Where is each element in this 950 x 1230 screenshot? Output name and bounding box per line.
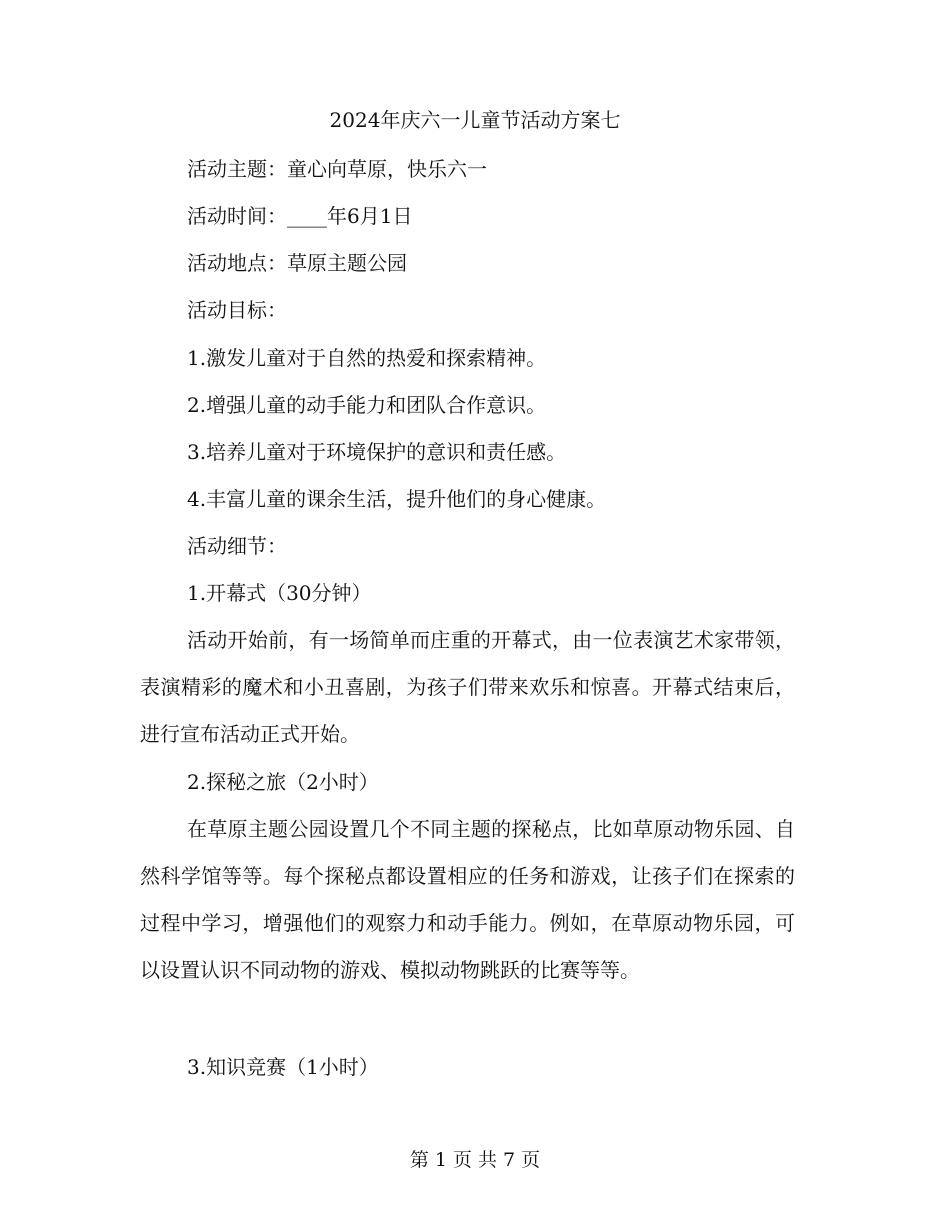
section-heading: 1.开幕式（30分钟）: [187, 581, 372, 605]
activity-place: 活动地点：草原主题公园: [187, 251, 407, 275]
activity-time: 活动时间：____年6月1日: [187, 204, 413, 228]
goal-item: 3.培养儿童对于环境保护的意识和责任感。: [187, 440, 567, 464]
activity-theme: 活动主题：童心向草原，快乐六一: [187, 157, 487, 181]
section-heading: 2.探秘之旅（2小时）: [187, 770, 379, 794]
goals-heading: 活动目标：: [187, 298, 287, 322]
section-body: 活动开始前，有一场简单而庄重的开幕式，由一位表演艺术家带领，表演精彩的魔术和小丑喜剧，为孩子们带来欢乐和惊喜。开幕式结束后，进行宣布活动正式开始。: [140, 628, 795, 746]
goal-item: 2.增强儿童的动手能力和团队合作意识。: [187, 393, 547, 417]
details-heading: 活动细节：: [187, 534, 287, 558]
document-title: 2024年庆六一儿童节活动方案七: [329, 108, 621, 132]
section-body: 在草原主题公园设置几个不同主题的探秘点，比如草原动物乐园、自然科学馆等等。每个探秘点都设置相应的任务和游戏，让孩子们在探索的过程中学习，增强他们的观察力和动手能力。例如，在草原动物乐园，可以设置认识不同动物的游戏、模拟动物跳跃的比赛等等。: [140, 817, 795, 982]
goal-item: 4.丰富儿童的课余生活，提升他们的身心健康。: [187, 487, 607, 511]
section-heading: 3.知识竞赛（1小时）: [187, 1055, 379, 1079]
goal-item: 1.激发儿童对于自然的热爱和探索精神。: [187, 346, 547, 370]
page-number: 第 1 页 共 7 页: [409, 1149, 541, 1171]
